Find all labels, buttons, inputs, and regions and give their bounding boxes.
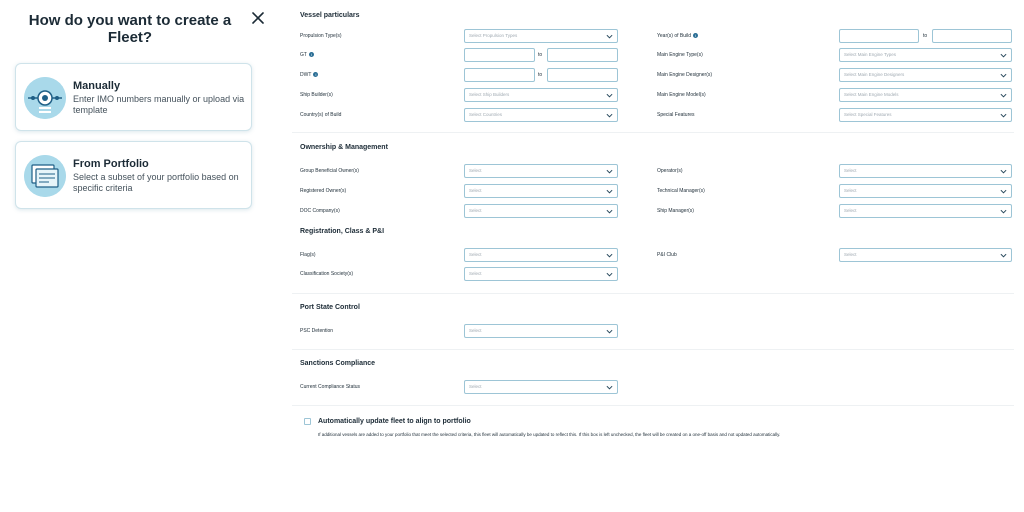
select-placeholder: Select [469, 271, 482, 276]
select-placeholder: Select [469, 188, 482, 193]
portfolio-icon [24, 155, 66, 197]
chevron-down-icon [606, 252, 613, 259]
from-portfolio-option-card[interactable] [15, 141, 252, 209]
chevron-down-icon [1000, 112, 1007, 119]
select-placeholder: Select Main Engine Models [844, 92, 899, 97]
classification-society-select[interactable] [464, 267, 618, 281]
group-beneficial-owner-label: Group Beneficial Owner(s) [300, 168, 359, 174]
special-features-label: Special Features [657, 112, 695, 118]
gt-label: GT i [300, 52, 314, 59]
doc-company-select[interactable] [464, 204, 618, 218]
dwt-min-input[interactable] [464, 68, 535, 82]
dwt-max-input[interactable] [547, 68, 618, 82]
chevron-down-icon [606, 168, 613, 175]
main-engine-type-label: Main Engine Type(s) [657, 52, 703, 58]
chevron-down-icon [606, 112, 613, 119]
select-placeholder: Select [469, 328, 482, 333]
select-placeholder: Select [469, 168, 482, 173]
psc-detention-label: PSC Detention [300, 328, 334, 334]
info-icon[interactable]: i [693, 33, 698, 38]
flag-label: Flag(s) [300, 252, 316, 258]
select-placeholder: Select [469, 384, 482, 389]
section-port-state-control: Port State Control [300, 304, 360, 311]
section-ownership-management: Ownership & Management [300, 144, 388, 151]
propulsion-type-label: Propulsion Type(s) [300, 33, 342, 39]
pi-club-select[interactable] [839, 248, 1012, 262]
chevron-down-icon [606, 384, 613, 391]
creation-method-panel [0, 0, 272, 512]
year-to-label: to [923, 33, 928, 39]
close-icon[interactable] [250, 10, 266, 26]
country-of-build-label: Country(s) of Build [300, 112, 342, 118]
section-vessel-particulars: Vessel particulars [300, 12, 360, 19]
section-sanctions-compliance: Sanctions Compliance [300, 360, 376, 367]
section-registration-class: Registration, Class & P&I [300, 228, 385, 235]
chevron-down-icon [606, 92, 613, 99]
dwt-to-label: to [538, 72, 543, 78]
operator-label: Operator(s) [657, 168, 683, 174]
ship-builder-label: Ship Builder(s) [300, 92, 333, 98]
select-placeholder: Select Main Engine Designers [844, 72, 905, 77]
main-engine-type-select[interactable] [839, 48, 1012, 62]
chevron-down-icon [606, 208, 613, 215]
gt-to-label: to [538, 52, 543, 58]
operator-select[interactable] [839, 164, 1012, 178]
chevron-down-icon [1000, 52, 1007, 59]
select-placeholder: Select Countries [469, 112, 503, 117]
from-portfolio-title: From Portfolio [73, 158, 149, 170]
pi-club-label: P&I Club [657, 252, 677, 258]
ship-builder-select[interactable] [464, 88, 618, 102]
select-placeholder: Select Special Features [844, 112, 892, 117]
main-engine-designer-select[interactable] [839, 68, 1012, 82]
year-max-input[interactable] [932, 29, 1012, 43]
chevron-down-icon [606, 188, 613, 195]
manually-option-card[interactable] [15, 63, 252, 131]
select-placeholder: Select [844, 208, 857, 213]
ship-manager-select[interactable] [839, 204, 1012, 218]
gt-max-input[interactable] [547, 48, 618, 62]
info-icon[interactable]: i [313, 72, 318, 77]
chevron-down-icon [1000, 92, 1007, 99]
technical-manager-select[interactable] [839, 184, 1012, 198]
main-engine-designer-label: Main Engine Designer(s) [657, 72, 713, 78]
country-of-build-select[interactable] [464, 108, 618, 122]
doc-company-label: DOC Company(s) [300, 208, 340, 214]
select-placeholder: Select [844, 168, 857, 173]
chevron-down-icon [606, 328, 613, 335]
propulsion-type-select[interactable] [464, 29, 618, 43]
section-divider [292, 132, 1014, 133]
auto-update-label: Automatically update fleet to align to portfolio [318, 418, 471, 425]
chevron-down-icon [1000, 72, 1007, 79]
psc-detention-select[interactable] [464, 324, 618, 338]
year-of-build-label: Year(s) of Build i [657, 33, 698, 40]
manual-entry-icon [24, 77, 66, 119]
special-features-select[interactable] [839, 108, 1012, 122]
chevron-down-icon [606, 33, 613, 40]
chevron-down-icon [1000, 208, 1007, 215]
registered-owner-select[interactable] [464, 184, 618, 198]
chevron-down-icon [1000, 252, 1007, 259]
gt-min-input[interactable] [464, 48, 535, 62]
select-placeholder: Select [469, 208, 482, 213]
group-beneficial-owner-select[interactable] [464, 164, 618, 178]
dwt-label: DWT i [300, 72, 318, 79]
section-divider [292, 349, 1014, 350]
section-divider [292, 405, 1014, 406]
main-engine-model-select[interactable] [839, 88, 1012, 102]
technical-manager-label: Technical Manager(s) [657, 188, 705, 194]
select-placeholder: Select Ship Builders [469, 92, 510, 97]
from-portfolio-description: Select a subset of your portfolio based on specific criteria [73, 172, 239, 193]
select-placeholder: Select [844, 252, 857, 257]
classification-society-label: Classification Society(s) [300, 271, 354, 277]
flag-select[interactable] [464, 248, 618, 262]
compliance-status-label: Current Compliance Status [300, 384, 361, 390]
chevron-down-icon [606, 271, 613, 278]
chevron-down-icon [1000, 188, 1007, 195]
select-placeholder: Select [844, 188, 857, 193]
portfolio-criteria-form [292, 0, 1018, 512]
manually-description: Enter IMO numbers manually or upload via template [73, 94, 245, 115]
main-engine-model-label: Main Engine Model(s) [657, 92, 706, 98]
section-divider [292, 293, 1014, 294]
compliance-status-select[interactable] [464, 380, 618, 394]
chevron-down-icon [1000, 168, 1007, 175]
panel-heading: How do you want to create a Fleet? [28, 12, 232, 46]
auto-update-checkbox[interactable] [304, 418, 311, 425]
auto-update-note: If additional vessels are added to your portfolio that meet the selected criteria, this fleet will automatically be updated to reflect this. If this box is left unchecked, the fleet will be created on a one-off basis and not updated automatically. [318, 432, 781, 437]
registered-owner-label: Registered Owner(s) [300, 188, 347, 194]
select-placeholder: Select Main Engine Types [844, 52, 896, 57]
select-placeholder: Select [469, 252, 482, 257]
info-icon[interactable]: i [309, 52, 314, 57]
ship-manager-label: Ship Manager(s) [657, 208, 694, 214]
select-placeholder: Select Propulsion Types [469, 33, 518, 38]
year-min-input[interactable] [839, 29, 919, 43]
manually-title: Manually [73, 80, 121, 92]
